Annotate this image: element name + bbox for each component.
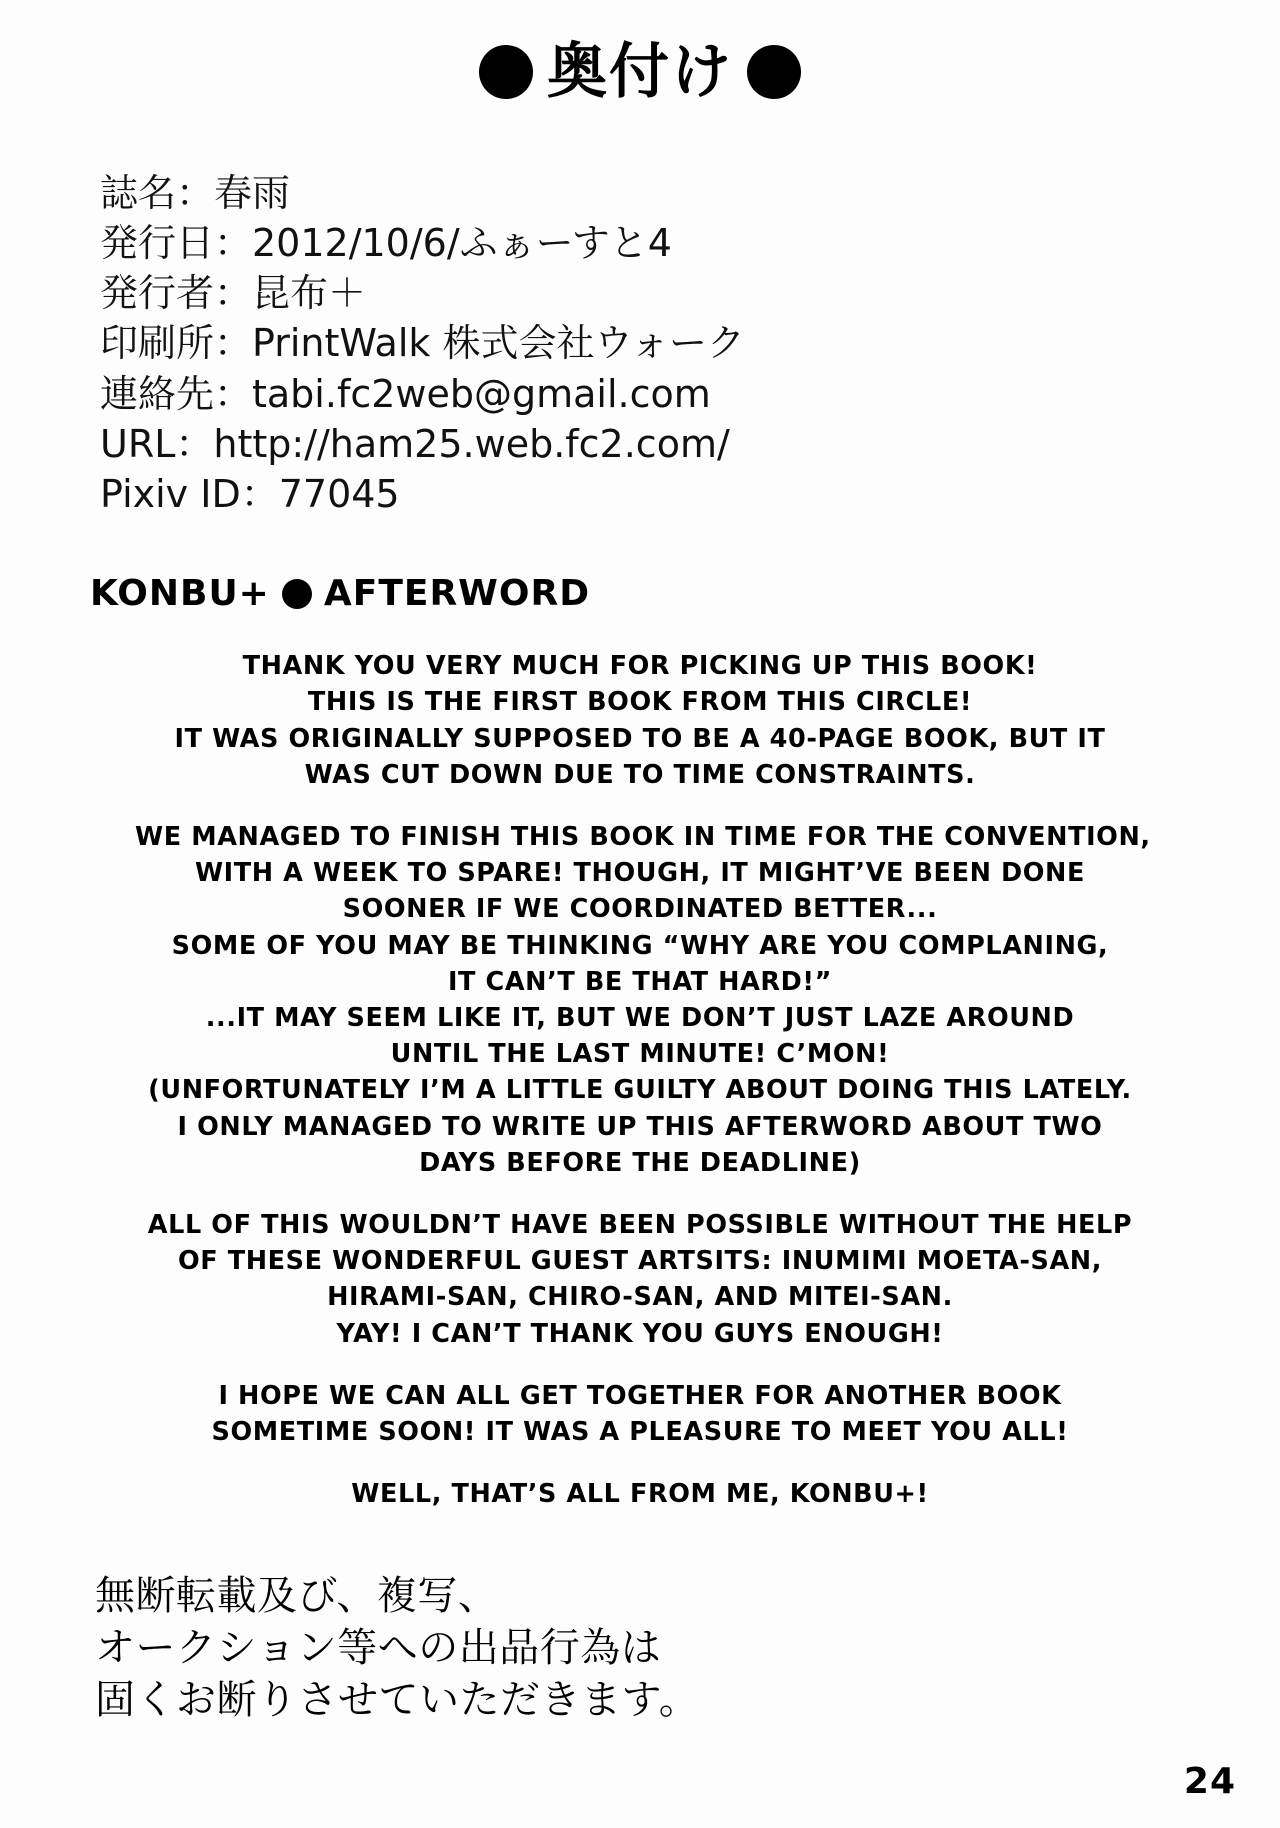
afterword-line: IT WAS ORIGINALLY SUPPOSED TO BE A 40-PAGE BOOK, BUT IT bbox=[174, 723, 1106, 754]
afterword-paragraph bbox=[135, 1476, 1145, 1512]
afterword-line: WELL, THAT’S ALL FROM ME, KONBU+! bbox=[351, 1479, 929, 1510]
afterword-heading bbox=[90, 573, 1280, 614]
afterword-line: HIRAMI-SAN, CHIRO-SAN, AND MITEI-SAN. bbox=[327, 1282, 953, 1313]
reproduction-notice bbox=[95, 1570, 1280, 1726]
afterword-line: WE MANAGED TO FINISH THIS BOOK IN TIME FOR THE CONVENTION, bbox=[135, 821, 1151, 852]
afterword-paragraph bbox=[135, 1378, 1145, 1450]
afterword-body bbox=[135, 648, 1151, 1512]
afterword-line: IT CAN’T BE THAT HARD!” bbox=[447, 966, 833, 997]
afterword-line: (UNFORTUNATELY I’M A LITTLE GUILTY ABOUT DOING THIS LATELY. bbox=[148, 1075, 1132, 1106]
afterword-line: ALL OF THIS WOULDN’T HAVE BEEN POSSIBLE WITHOUT THE HELP bbox=[147, 1209, 1133, 1240]
afterword-paragraph bbox=[135, 648, 1145, 793]
colophon-block bbox=[100, 168, 1280, 519]
afterword-line: OF THESE WONDERFUL GUEST ARTSITS: INUMIMI MOETA-SAN, bbox=[177, 1246, 1103, 1277]
afterword-line: THIS IS THE FIRST BOOK FROM THIS CIRCLE! bbox=[307, 687, 973, 718]
notice-line: 固くお断りさせていただきます。 bbox=[95, 1677, 700, 1724]
notice-line: オークション等への出品行為は bbox=[95, 1625, 662, 1672]
notice-line: 無断転載及び、複写、 bbox=[95, 1573, 499, 1620]
afterword-line: I HOPE WE CAN ALL GET TOGETHER FOR ANOTHER BOOK bbox=[218, 1380, 1062, 1411]
colophon-line-publisher: 発行者：昆布＋ bbox=[100, 271, 367, 316]
afterword-line: THANK YOU VERY MUCH FOR PICKING UP THIS BOOK! bbox=[242, 651, 1038, 682]
afterword-line: YAY! I CAN’T THANK YOU GUYS ENOUGH! bbox=[336, 1318, 944, 1349]
afterword-line: ...IT MAY SEEM LIKE IT, BUT WE DON’T JUST LAZE AROUND bbox=[205, 1002, 1075, 1033]
page-number: 24 bbox=[1183, 1761, 1236, 1802]
afterword-line: SOME OF YOU MAY BE THINKING “WHY ARE YOU COMPLANING, bbox=[171, 930, 1109, 961]
page-title-text: 奥付け bbox=[547, 37, 733, 107]
afterword-line: I ONLY MANAGED TO WRITE UP THIS AFTERWORD ABOUT TWO bbox=[177, 1111, 1103, 1142]
bullet-dot-icon bbox=[282, 579, 312, 609]
bullet-dot-icon bbox=[747, 45, 801, 99]
afterword-line: WAS CUT DOWN DUE TO TIME CONSTRAINTS. bbox=[304, 759, 976, 790]
colophon-line-contact: 連絡先：tabi.fc2web@gmail.com bbox=[100, 371, 711, 416]
colophon-line-url: URL：http://ham25.web.fc2.com/ bbox=[100, 421, 730, 466]
afterword-line: DAYS BEFORE THE DEADLINE) bbox=[419, 1147, 861, 1178]
afterword-heading-author: KONBU+ bbox=[90, 573, 270, 615]
afterword-line: SOMETIME SOON! IT WAS A PLEASURE TO MEET YOU ALL! bbox=[211, 1416, 1069, 1447]
afterword-heading-label: AFTERWORD bbox=[323, 573, 591, 615]
afterword-paragraph bbox=[135, 819, 1151, 1181]
colophon-line-date: 発行日：2012/10/6/ふぁーすと4 bbox=[100, 221, 672, 266]
colophon-line-title: 誌名：春雨 bbox=[100, 171, 291, 215]
afterword-line: UNTIL THE LAST MINUTE! C’MON! bbox=[390, 1039, 890, 1070]
bullet-dot-icon bbox=[479, 45, 533, 99]
afterword-paragraph bbox=[135, 1207, 1145, 1352]
afterword-line: WITH A WEEK TO SPARE! THOUGH, IT MIGHT’VE BEEN DONE bbox=[194, 858, 1086, 889]
colophon-line-printer: 印刷所：PrintWalk 株式会社ウォーク bbox=[100, 321, 745, 366]
page-title bbox=[0, 0, 1280, 107]
afterword-line: SOONER IF WE COORDINATED BETTER... bbox=[342, 894, 938, 925]
colophon-line-pixiv-id: Pixiv ID：77045 bbox=[100, 471, 400, 516]
